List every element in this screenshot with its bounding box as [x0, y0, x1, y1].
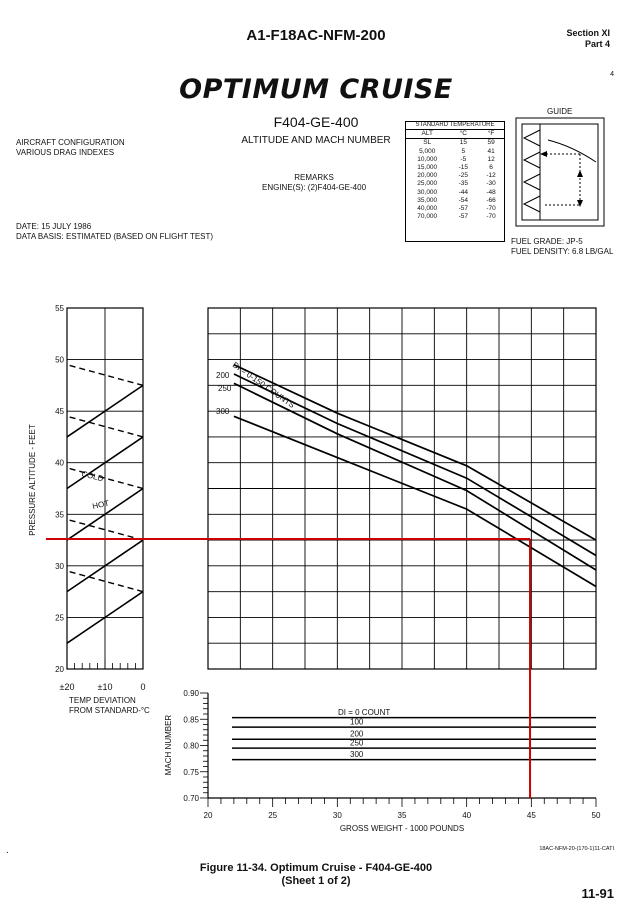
std-table-cell: 5,000 [419, 147, 436, 155]
stray-dot: . [6, 845, 9, 856]
aircraft-configuration: AIRCRAFT CONFIGURATION VARIOUS DRAG INDEXES [16, 138, 125, 157]
altitude-axis-label: PRESSURE ALTITUDE - FEET [28, 424, 37, 536]
std-table-cell: -30 [486, 180, 496, 188]
std-table-cell: -15 [458, 164, 469, 172]
mach-line-label: 250 [350, 738, 364, 748]
std-table-cell: 70,000 [417, 213, 438, 221]
data-basis-text: DATA BASIS: ESTIMATED (BASED ON FLIGHT TEST) [16, 232, 214, 241]
gw-tick-label: 35 [397, 811, 407, 820]
std-table-cell: -35 [458, 180, 469, 188]
guide-inner-frame [522, 124, 598, 220]
gw-axis-label: GROSS WEIGHT - 1000 POUNDS [339, 824, 465, 833]
temp-tick-label: 0 [140, 682, 146, 692]
std-table-cell: -44 [458, 188, 469, 196]
altitude-tick-label: 40 [55, 458, 64, 468]
std-table-cell: SL [423, 139, 432, 147]
mach-tick-label: 0.70 [183, 794, 199, 803]
std-table-cell: 6 [489, 164, 493, 172]
mach-line-label: 300 [350, 750, 364, 760]
figure-caption: Figure 11-34. Optimum Cruise - F404-GE-400 (Sheet 1 of 2) [199, 862, 433, 887]
std-table-cell: 30,000 [417, 188, 438, 196]
curve-label-di-0-150: DI = 0-150 COUNTS [230, 360, 297, 410]
guide-arrowhead-up [577, 170, 583, 177]
altitude-tick-label: 25 [55, 613, 64, 623]
date-text: DATE: 15 JULY 1986 [16, 222, 92, 231]
curve-label-300: 300 [216, 407, 230, 416]
std-table-cell: 10,000 [417, 155, 438, 163]
temp-tick-label: ±10 [97, 682, 113, 692]
altitude-tick-label: 20 [55, 665, 64, 674]
temp-tick-label: ±20 [59, 682, 75, 692]
page-title: OPTIMUM CRUISE [179, 74, 453, 105]
part-number: Part 4 [584, 39, 610, 49]
altitude-tick-label: 35 [55, 510, 64, 520]
document-id: A1-F18AC-NFM-200 [246, 27, 386, 44]
std-table-cell: -5 [460, 155, 467, 163]
std-col-f: °F [477, 130, 505, 139]
mach-tick-label: 0.90 [183, 689, 199, 698]
guide-curve [548, 140, 596, 162]
chart-subtitle: ALTITUDE AND MACH NUMBER [241, 135, 391, 146]
gw-tick-label: 25 [268, 811, 278, 820]
engine-model: F404-GE-400 [273, 114, 359, 130]
temp-axis-label: FROM STANDARD-°C [69, 706, 150, 715]
corner-mark: 4 [610, 71, 614, 78]
std-table-caption: STANDARD TEMPERATURE [405, 121, 505, 130]
guide-zigzag [524, 152, 540, 168]
std-table-cell: 40,000 [417, 205, 438, 213]
gw-tick-label: 45 [526, 811, 536, 820]
std-table-cell: -70 [486, 213, 496, 221]
std-table-cell: 20,000 [417, 172, 438, 180]
guide-zigzag [524, 130, 540, 146]
std-table-cell: -70 [486, 205, 496, 213]
std-table-cell: 15 [459, 139, 467, 147]
std-table-cell: 5 [461, 147, 466, 155]
std-table-cell: -57 [458, 213, 469, 221]
std-table-cell: -48 [486, 188, 496, 196]
mach-axis-label: MACH NUMBER [164, 714, 173, 776]
altitude-tick-label: 30 [55, 561, 64, 571]
guide-zigzag [524, 196, 540, 212]
std-col-alt: ALT [405, 130, 449, 139]
guide-zigzag [524, 174, 540, 190]
gw-tick-label: 50 [591, 811, 601, 820]
mach-tick-label: 0.85 [183, 715, 199, 725]
gw-tick-label: 20 [203, 811, 213, 820]
std-table-cell: -54 [458, 196, 469, 204]
catalog-code: 18AC-NFM-20-(170-1)11-CATI [539, 846, 614, 852]
curve-label-250: 250 [218, 384, 232, 393]
remarks: REMARKS ENGINE(S): (2)F404-GE-400 [262, 173, 367, 192]
guide-arrowhead-left [540, 151, 547, 157]
std-table-cell: -57 [458, 205, 469, 213]
drag-index-curve [234, 416, 596, 586]
mach-line-label: 200 [350, 729, 364, 739]
altitude-tick-label: 45 [55, 407, 64, 417]
fuel-density: FUEL DENSITY: 6.8 LB/GAL [511, 247, 614, 256]
gw-tick-label: 40 [462, 811, 472, 820]
std-table-cell: 35,000 [417, 196, 438, 204]
mach-line-label: DI = 0 COUNT [338, 708, 391, 718]
temp-label-cold: COLD [80, 469, 105, 484]
std-table-cell: 59 [487, 139, 495, 147]
std-table-cell: -66 [486, 196, 496, 204]
fuel-grade: FUEL GRADE: JP-5 [511, 237, 583, 246]
std-table-cell: 15,000 [417, 164, 438, 172]
std-table-cell: 25,000 [417, 180, 438, 188]
mach-tick-label: 0.80 [183, 741, 199, 751]
mach-line-label: 100 [350, 717, 364, 727]
temp-label-hot: HOT [91, 498, 110, 511]
std-table-cell: -12 [486, 172, 496, 180]
section-number: Section XI [566, 28, 610, 38]
std-table-cell: 41 [487, 147, 495, 155]
drag-index-curve [234, 365, 596, 540]
altitude-tick-label: 50 [55, 355, 64, 365]
std-table-cell: 12 [487, 155, 495, 163]
curve-label-200: 200 [216, 371, 230, 380]
gw-tick-label: 30 [332, 811, 342, 820]
std-table-cell: -25 [458, 172, 469, 180]
guide-label: GUIDE [547, 107, 573, 116]
mach-tick-label: 0.75 [183, 767, 199, 777]
page-number: 11-91 [581, 886, 614, 901]
std-col-c: °C [449, 130, 477, 139]
guide-frame [516, 118, 604, 226]
guide-arrowhead-down [577, 200, 583, 207]
temp-axis-label: TEMP DEVIATION [69, 696, 136, 705]
altitude-tick-label: 55 [55, 304, 64, 313]
